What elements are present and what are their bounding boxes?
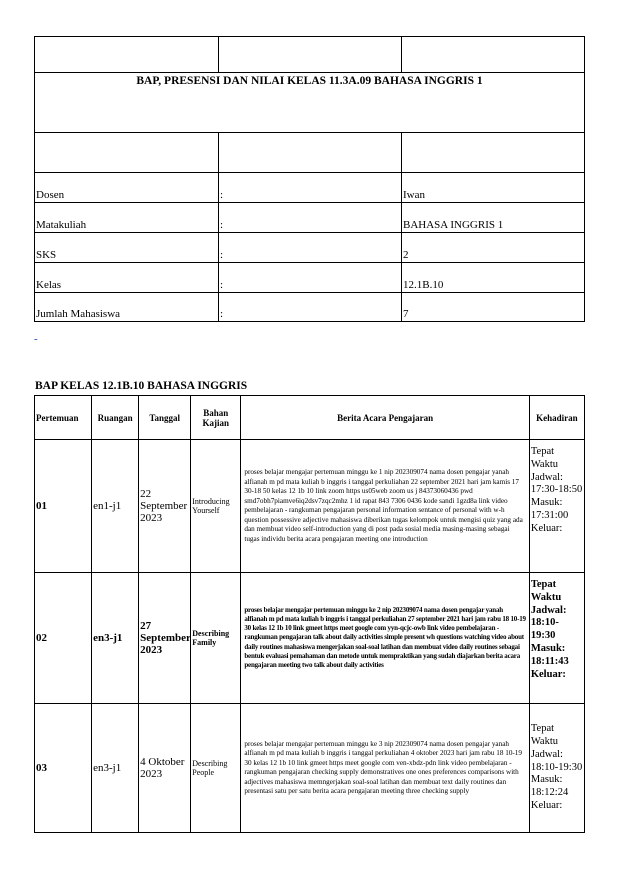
bap-table (34, 395, 585, 833)
document-title: BAP, PRESENSI DAN NILAI KELAS 11.3A.09 BAHASA INGGRIS 1 (35, 73, 585, 133)
tanggal-cell: 22 September 2023 (139, 440, 191, 573)
column-header-kehadiran: Kehadiran (529, 396, 584, 440)
empty-cell (35, 133, 219, 173)
table-row (35, 704, 585, 833)
info-value: Iwan (401, 173, 584, 203)
table-row (35, 440, 585, 573)
empty-cell (219, 37, 402, 73)
pertemuan-cell: 02 (35, 573, 92, 704)
empty-cell (401, 37, 584, 73)
info-label: Dosen (35, 173, 219, 203)
info-separator: : (219, 173, 402, 203)
info-label: Jumlah Mahasiswa (35, 293, 219, 322)
berita-acara-cell: proses belajar mengajar pertemuan minggu ke 1 nip 202309074 nama dosen pengajar yanah alfianah m pd mata kuliah b inggris i tanggal perkuliahan 22 september 2021 hari jam kamis 17 30-18 50 kelas 12 1b 10 link zoom https us05web zoom us j 84373060436 pwd smd7obh7piamve6iq2dsv7zqc2mhz 1 id rapat 843 7306 0436 kode sandi 1gzd8a link video pembelajaran - rangkuman pengajaran personal information sentance of personal with w-h question possessive adjective mahasiswa diberikan tugas kelompok untuk mengisi quiz yang ada dan membuat video self-introduction yang di post pada sosial media masing-masing sebagai tugas individu berita acara pengajaran meeting one introduction (241, 440, 530, 573)
dash-link[interactable]: - (34, 333, 38, 345)
column-header-bahan-kajian: Bahan Kajian (191, 396, 241, 440)
bahan-kajian-cell: Describing Family (191, 573, 241, 704)
empty-cell (219, 133, 402, 173)
ruangan-cell: en3-j1 (92, 704, 139, 833)
column-header-tanggal: Tanggal (139, 396, 191, 440)
info-row-matakuliah (35, 203, 585, 233)
info-row-sks (35, 233, 585, 263)
bahan-kajian-cell: Introducing Yourself (191, 440, 241, 573)
ruangan-cell: en1-j1 (92, 440, 139, 573)
info-separator: : (219, 233, 402, 263)
info-value: 12.1B.10 (401, 263, 584, 293)
info-row-kelas (35, 263, 585, 293)
column-header-berita-acara: Berita Acara Pengajaran (241, 396, 530, 440)
bap-header-row (35, 396, 585, 440)
header-title-row (35, 73, 585, 133)
pertemuan-cell: 03 (35, 704, 92, 833)
empty-cell (401, 133, 584, 173)
info-label: Kelas (35, 263, 219, 293)
tanggal-cell: 4 Oktober 2023 (139, 704, 191, 833)
ruangan-cell: en3-j1 (92, 573, 139, 704)
kehadiran-cell: Tepat Waktu Jadwal: 18:10-19:30 Masuk: 18:11:43 Keluar: (529, 573, 584, 704)
info-row-jumlah-mahasiswa (35, 293, 585, 322)
header-empty-row (35, 133, 585, 173)
info-value: 2 (401, 233, 584, 263)
bahan-kajian-cell: Describing People (191, 704, 241, 833)
info-label: Matakuliah (35, 203, 219, 233)
info-separator: : (219, 263, 402, 293)
berita-acara-cell: proses belajar mengajar pertemuan minggu ke 2 nip 202309074 nama dosen pengajar yanah alfianah m pd mata kuliah b inggris i tanggal perkuliahan 27 september 2021 hari jam rabu 18 10-19 30 kelas 12 1b 10 link gmeet https meet google com yyn-qcjc-owb link video pembelajaran - rangkuman pengajaran talk about daily activities simple present wh questions watching video about daily routines mahasiswa mengerjakan soal-soal latihan dan membuat video daily routines sebagai bentuk evaluasi pemahaman dan metode untuk mempraktikan yang sudah diajarkan berita acara pengajaran meeting two talk about daily activities (241, 573, 530, 704)
pertemuan-cell: 01 (35, 440, 92, 573)
column-header-pertemuan: Pertemuan (35, 396, 92, 440)
info-separator: : (219, 293, 402, 322)
info-label: SKS (35, 233, 219, 263)
tanggal-cell: 27 September 2023 (139, 573, 191, 704)
info-row-dosen (35, 173, 585, 203)
empty-cell (35, 37, 219, 73)
header-table (34, 36, 585, 322)
column-header-ruangan: Ruangan (92, 396, 139, 440)
bap-section-title: BAP KELAS 12.1B.10 BAHASA INGGRIS (35, 380, 248, 392)
table-row (35, 573, 585, 704)
info-value: BAHASA INGGRIS 1 (401, 203, 584, 233)
berita-acara-cell: proses belajar mengajar pertemuan minggu ke 3 nip 202309074 nama dosen pengajar yanah alfianah m pd mata kuliah b inggris i tanggal perkuliahan 4 oktober 2023 hari jam rabu 18 10-19 30 kelas 12 1b 10 link gmeet https meet google com ven-xbdz-pdn link video pembelajaran - rangkuman pengajaran checking supply demonstratives one ones preferences comparisons with adjectives mahasiswa memngerjakan soal-soal latihan dan membuat text daily routines dan presentasi satu per satu berita acara pengajaran meeting three checking supply (241, 704, 530, 833)
info-value: 7 (401, 293, 584, 322)
kehadiran-cell: Tepat Waktu Jadwal: 17:30-18:50 Masuk: 17:31:00 Keluar: (529, 440, 584, 573)
info-separator: : (219, 203, 402, 233)
kehadiran-cell: Tepat Waktu Jadwal: 18:10-19:30 Masuk: 18:12:24 Keluar: (529, 704, 584, 833)
header-empty-row (35, 37, 585, 73)
